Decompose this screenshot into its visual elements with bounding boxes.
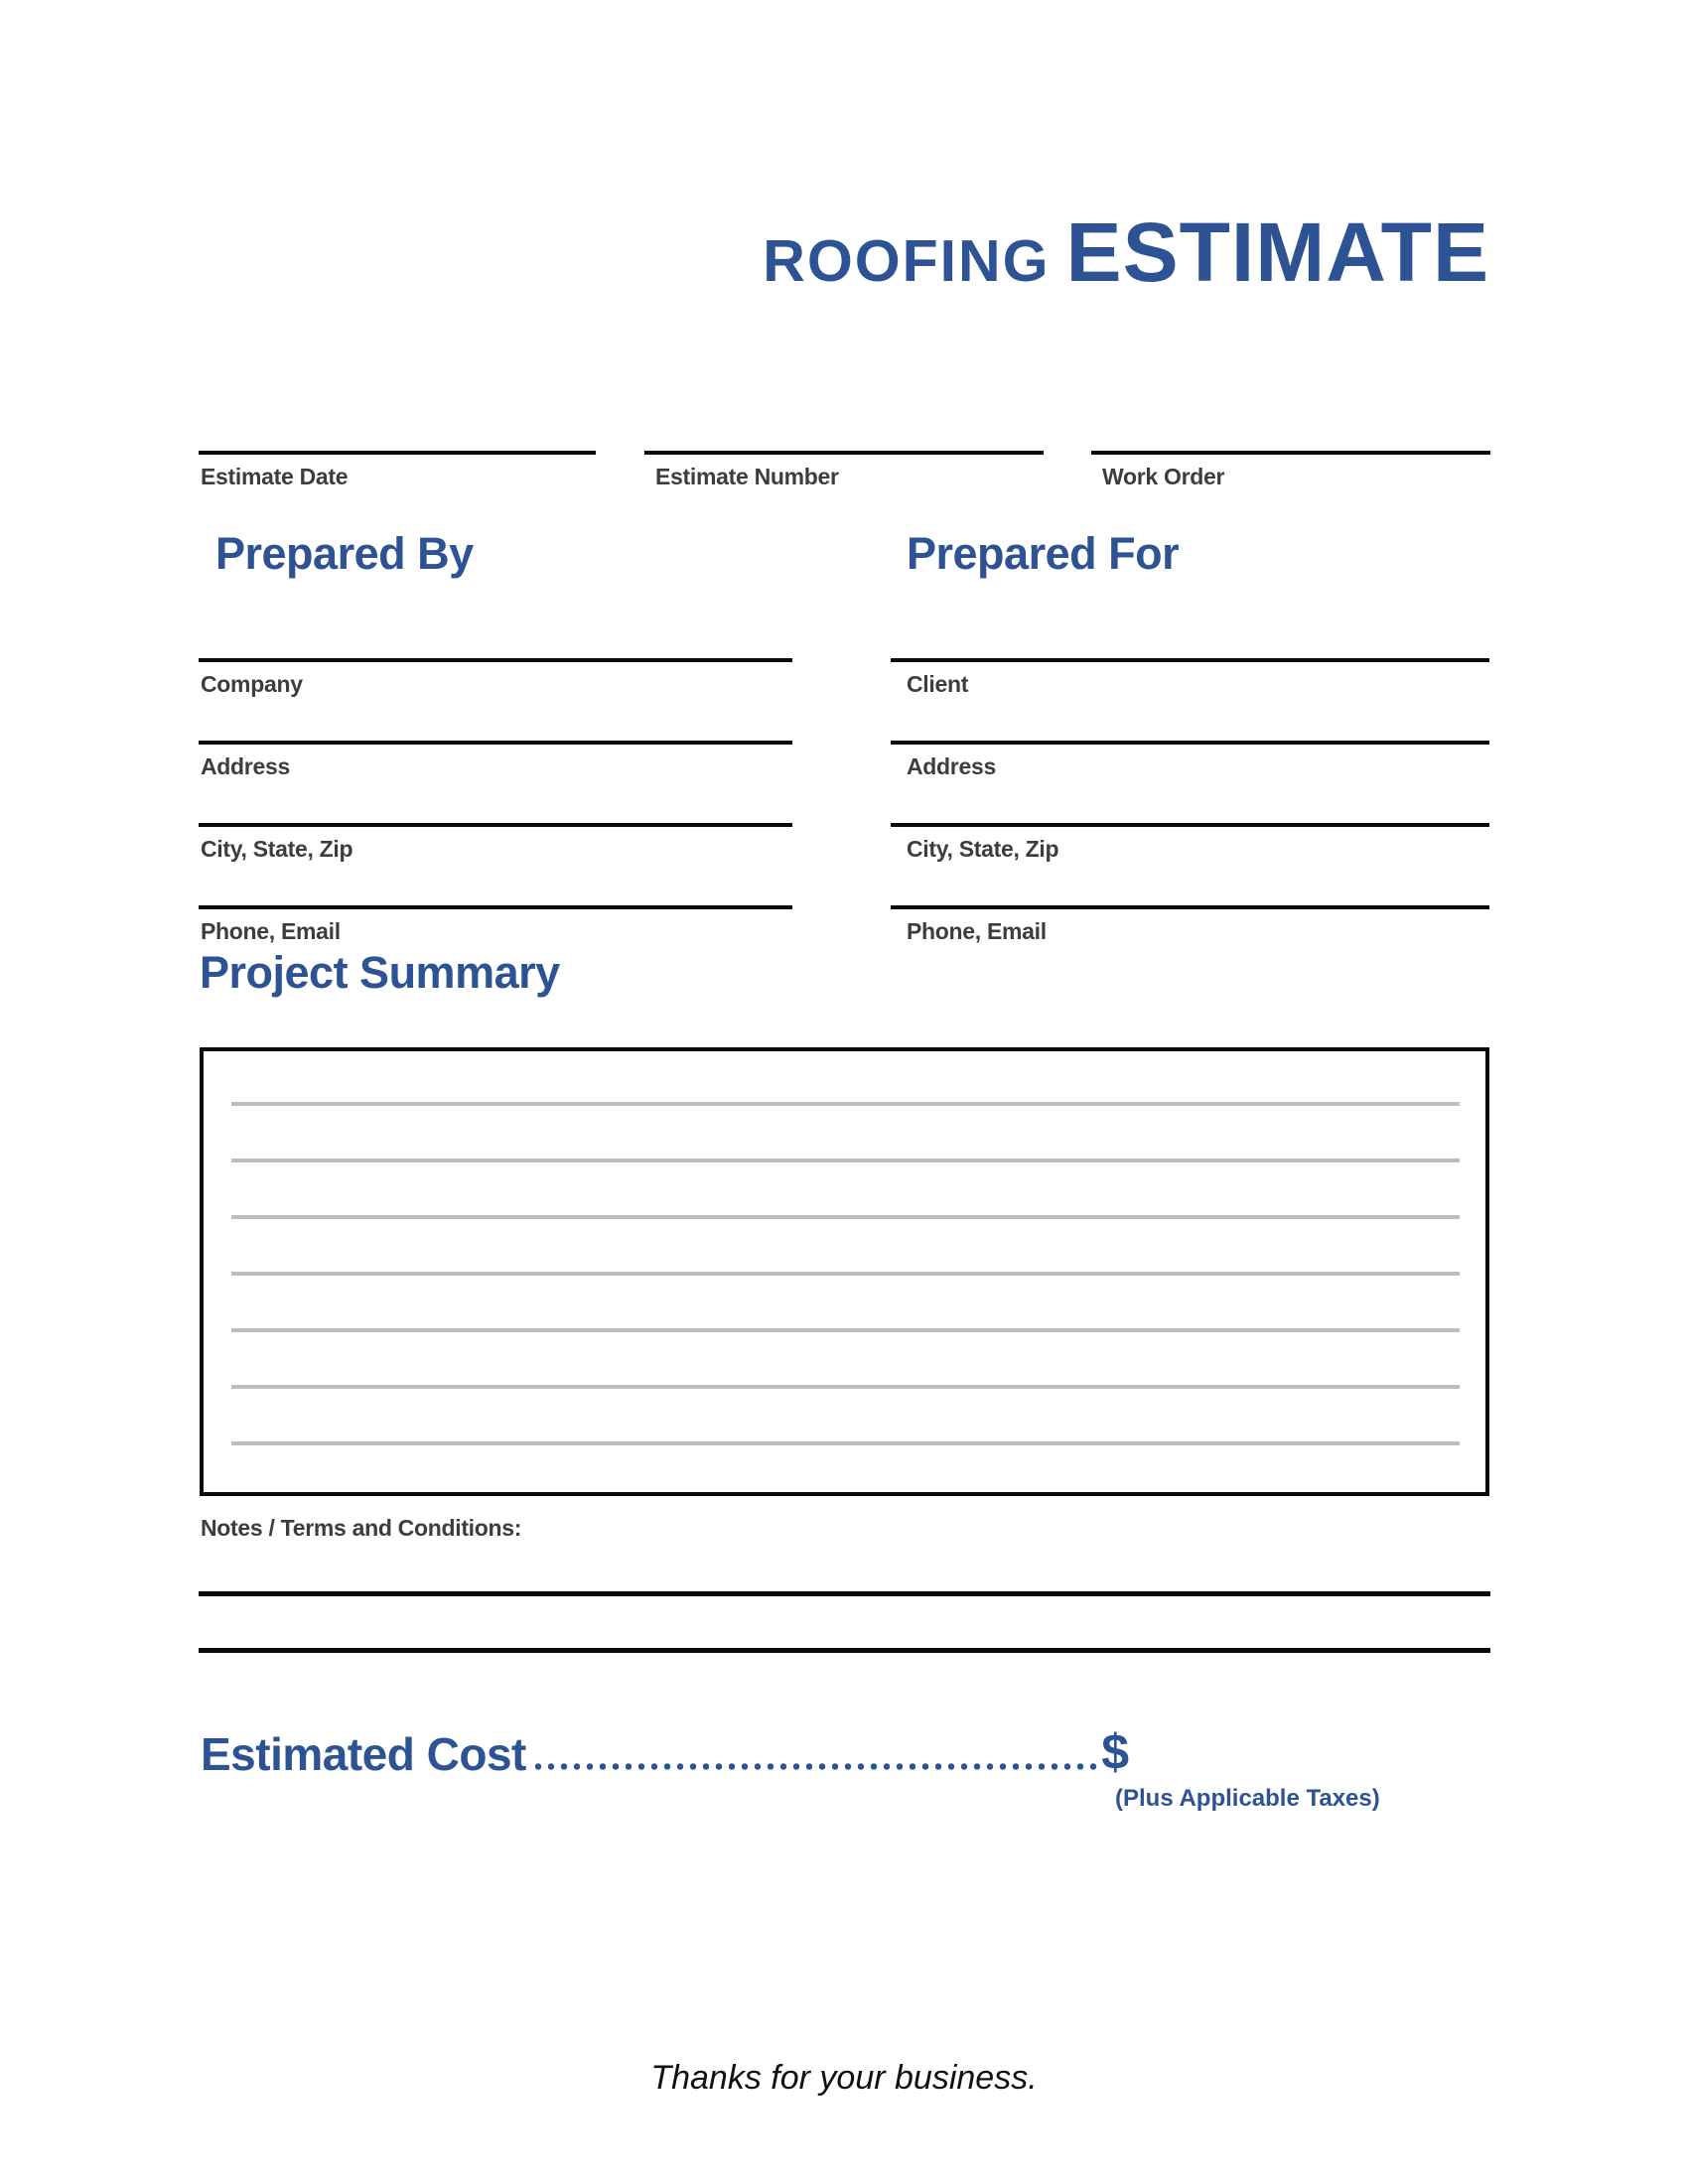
title-prefix: ROOFING bbox=[763, 228, 1051, 294]
summary-ruled-line bbox=[231, 1272, 1460, 1276]
summary-ruled-line bbox=[231, 1441, 1460, 1445]
notes-line-1[interactable] bbox=[199, 1591, 1490, 1596]
prepared-for-heading: Prepared For bbox=[907, 528, 1180, 579]
company-field[interactable] bbox=[199, 658, 792, 698]
work-order-label: Work Order bbox=[1102, 464, 1225, 489]
summary-ruled-line bbox=[231, 1159, 1460, 1162]
title-main: ESTIMATE bbox=[1065, 205, 1489, 299]
prepared-by-heading: Prepared By bbox=[215, 528, 474, 579]
notes-terms-label: Notes / Terms and Conditions: bbox=[201, 1515, 522, 1541]
estimate-date-field[interactable] bbox=[199, 451, 596, 490]
client-city-state-zip-label: City, State, Zip bbox=[907, 836, 1059, 862]
project-summary-heading: Project Summary bbox=[200, 947, 560, 998]
footer-message: Thanks for your business. bbox=[650, 2059, 1038, 2097]
company-address-field[interactable] bbox=[199, 741, 792, 780]
client-address-label: Address bbox=[907, 753, 996, 779]
summary-ruled-line bbox=[231, 1385, 1460, 1389]
estimate-number-field[interactable] bbox=[644, 451, 1044, 490]
notes-line-2[interactable] bbox=[199, 1648, 1490, 1653]
client-city-state-zip-field[interactable] bbox=[891, 823, 1489, 863]
client-address-field[interactable] bbox=[891, 741, 1489, 780]
dot-leader bbox=[532, 1762, 1097, 1771]
client-phone-email-field[interactable] bbox=[891, 905, 1489, 945]
estimate-date-label: Estimate Date bbox=[201, 464, 349, 489]
company-city-state-zip-label: City, State, Zip bbox=[201, 836, 353, 862]
summary-ruled-line bbox=[231, 1328, 1460, 1332]
work-order-field[interactable] bbox=[1091, 451, 1490, 490]
company-phone-email-label: Phone, Email bbox=[201, 918, 341, 944]
estimate-number-label: Estimate Number bbox=[655, 464, 839, 489]
estimated-cost-row bbox=[201, 1724, 1129, 1780]
currency-symbol[interactable]: $ bbox=[1101, 1724, 1129, 1780]
company-address-label: Address bbox=[201, 753, 290, 779]
tax-note: (Plus Applicable Taxes) bbox=[1115, 1785, 1380, 1812]
client-field[interactable] bbox=[891, 658, 1489, 698]
summary-ruled-line bbox=[231, 1215, 1460, 1219]
estimated-cost-label: Estimated Cost bbox=[201, 1728, 526, 1780]
page-title bbox=[763, 205, 1489, 301]
company-label: Company bbox=[201, 671, 303, 697]
project-summary-box[interactable] bbox=[200, 1047, 1489, 1496]
company-city-state-zip-field[interactable] bbox=[199, 823, 792, 863]
client-phone-email-label: Phone, Email bbox=[907, 918, 1047, 944]
summary-ruled-line bbox=[231, 1102, 1460, 1106]
client-label: Client bbox=[907, 671, 969, 697]
company-phone-email-field[interactable] bbox=[199, 905, 792, 945]
